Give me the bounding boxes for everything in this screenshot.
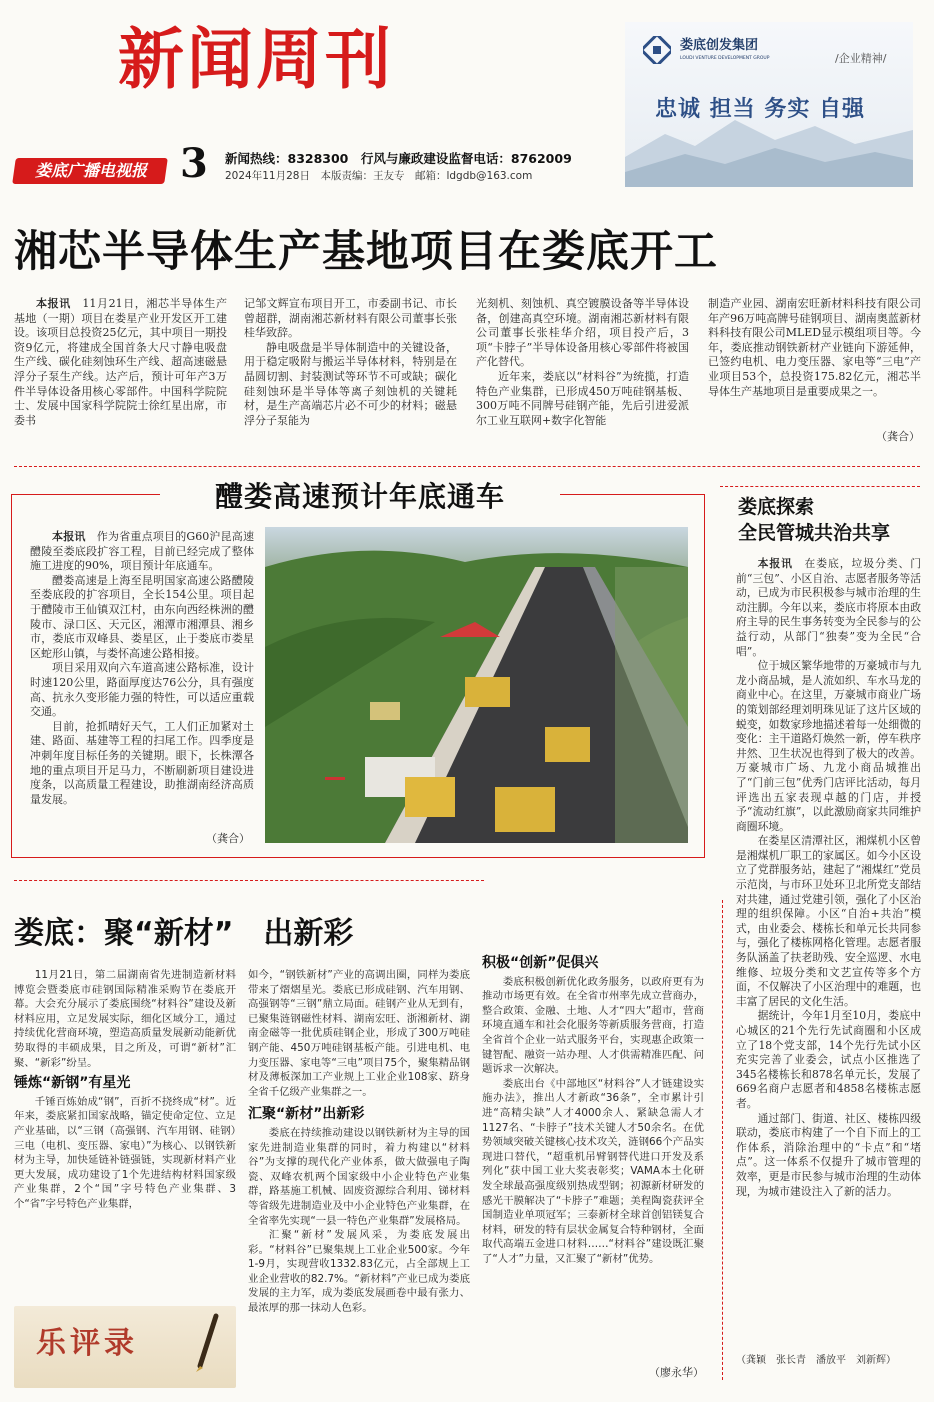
authors: （龚颖 张长青 潘放平 刘新辉） xyxy=(736,1355,896,1366)
expressway-text xyxy=(30,530,254,850)
paragraph: 作为省重点项目的G60沪昆高速醴陵至娄底段扩容工程，目前已经完成了整体施工进度的90%，项目预计年底通车。 xyxy=(30,530,254,573)
section-divider xyxy=(14,880,484,881)
column-badge xyxy=(14,1306,236,1388)
paragraph: 娄底积极创新优化政务服务，以政府更有为推动市场更有效。在全省市州率先成立营商办，整合政策、金融、土地、人才“四大”超市，营商环境直通车和社会化服务等新质服务营商，打造全省首个企业一站式服务平台，实现惠企政策一键智配、融资一站办理、人才供需精准匹配、问题诉求一次解决。 xyxy=(482,975,704,1076)
author: （龚合） xyxy=(876,430,920,443)
column-divider-top xyxy=(720,486,920,487)
city-governance-text xyxy=(736,557,921,1347)
paragraph: 位于城区繁华地带的万豪城市与九龙小商品城，是人流如织、车水马龙的商业中心。在这里，万豪城市商业广场的策划部经理刘明珠见证了这片区域的蜕变，如数家珍地描述着每一处细微的变化：主干道路灯焕然一新，停车秩序井然、卫生状况也得到了极大的改善。万豪城市广场、九龙小商品城推出了“门前三包”优秀门店评比活动，每月评选出五家表现卓越的门店，并授予“流动红旗”，以此激励商家共同维护商圈环境。 xyxy=(736,659,921,833)
author: （龚合） xyxy=(206,832,250,845)
hotline-line: 新闻热线：8328300 行风与廉政建设监督电话：8762009 xyxy=(225,151,572,166)
paragraph: 据统计，今年1月至10月，娄底中心城区的21个先行先试商圈和小区成立了18个党支部，14个先行先试小区充实完善了业委会，试点小区推选了345名楼栋长和878名单元长，发展了669名商户志愿者和4858名楼栋志愿者。 xyxy=(736,1009,921,1110)
paragraph: 娄底在持续推动建设以钢铁新材为主导的国家先进制造业集群的同时，着力构建以“材料谷”为支撑的现代化产业体系，做大做强电子陶瓷、双峰农机两个国家级中小企业特色产业集群，路基施工机械、固废资源综合利用、锑材料等省级先进制造业及中小企业特色产业集群，在全省率先实现“一县一特色产业集群”发展格局。 xyxy=(248,1126,470,1227)
author: （廖永华） xyxy=(649,1366,704,1379)
chip-plant-col1 xyxy=(14,297,227,451)
issue-info: 2024年11月28日 本版责编：王友专 邮箱：ldgdb@163.com xyxy=(225,170,533,182)
paragraph: 汇聚“新材”发展风采，为娄底发展出彩。“材料谷”已聚集规上工业企业500家。今年1-9月，实现营收1332.83亿元，占全部规上工业企业营收的82.7%。“新材料”产业已成为娄底发展的主力军，成为娄底发展画卷中最有张力、最浓厚的那一抹动人色彩。 xyxy=(248,1229,470,1315)
subheading: 锤炼“新钢”有星光 xyxy=(14,1075,131,1092)
paragraph: 如今，“钢铁新材”产业的高调出圈，同样为娄底带来了熠熠星光。娄底已形成硅钢、汽车用钢、高强钢等“三钢”鼎立局面。硅钢产业从无到有，已聚集涟钢磁性材料、湖南宏旺、浙湘新材、湖南金磁等一批优质硅钢企业，形成了300万吨硅钢产能、450万吨硅钢基板产能。引进电机、电力变压器、家电等“三电”项目75个，聚集精品钢材及薄板深加工产业规上工业企业108家、跻身全省千亿级产业集群之一。 xyxy=(248,969,470,1098)
paragraph: 醴娄高速是上海至昆明国家高速公路醴陵至娄底段的扩容项目，全长154公里。项目起于醴陵市王仙镇双江村，由东向西经株洲的醴陵市、渌口区、天元区，湘潭市湘潭县、湘乡市，娄底市双峰县、娄星区，止于娄底市娄星区蛇形山镇，与娄怀高速公路相接。 xyxy=(30,573,254,660)
paragraph: 11月21日，第二届湖南省先进制造新材料博览会暨娄底市硅钢国际精准采购节在娄底开幕。大会充分展示了娄底围绕“材料谷”建设及新材料应用，立足发展实际，细化区域分工，通过持续优化营商环境，塑造高质量发展新动能新优势取得的丰硕成果，目之所及，可谓“新材”汇聚、“新彩”纷呈。 xyxy=(14,969,236,1069)
page-number: 3 xyxy=(180,140,208,187)
chip-plant-col3 xyxy=(476,297,689,451)
paragraph: 近年来，娄底以“材料谷”为统揽，打造特色产业集群，已形成450万吨硅钢基板、300万吨不同牌号硅钢产能，先后引进爱派尔工业互联网+数字化智能 xyxy=(476,369,689,427)
paragraph: 在娄星区清潭社区，湘煤机小区曾是湘煤机厂职工的家属区。如今小区设立了党群服务站，建起了“湘煤红”党员示范岗，与市环卫处环卫北所党支部结对共建，通过党建引领，强化了小区治理的组织保障。小区“自治+共治”模式，由业委会、楼栋长和单元长共同参与，强化了楼栋网格化管理。志愿者服务队涵盖了扶老助残、安全巡逻、水电维修、垃圾分类和文艺宣传等多个方面，不仅解决了小区治理中的难题，也丰富了居民的文化生活。 xyxy=(736,834,921,1008)
subheading: 积极“创新”促俱兴 xyxy=(482,955,599,971)
chip-plant-col2 xyxy=(244,297,457,451)
paragraph: 11月21日，湘芯半导体生产基地（一期）项目在娄星产业开发区开工建设。该项目总投资25亿元，其中项目一期投资9亿元，将建成全国首条大尺寸静电吸盘生产线、碳化硅刻蚀环生产线、超高速磁悬浮分子泵生产线。达产后，预计可年产3万件半导体设备用核心零部件。中国科学院院士、发展中国家科学院院士徐红星出席，市委书 xyxy=(14,297,227,427)
section-divider xyxy=(14,466,920,467)
corporate-ad xyxy=(625,22,913,187)
company-logo-icon xyxy=(643,36,671,64)
headline-expressway: 醴娄高速预计年底通车 xyxy=(214,480,505,513)
headline-new-materials: 娄底：聚“新材” 出新彩 xyxy=(14,916,354,951)
station-name: 娄底广播电视报 xyxy=(34,161,147,180)
company-name-en: LOUDI VENTURE DEVELOPMENT GROUP xyxy=(680,56,770,61)
new-materials-col2 xyxy=(248,968,470,1388)
paragraph: 记邹文辉宣布项目开工，市委副书记、市长曾超群，湖南湘芯新材料有限公司董事长张桂华致辞。 xyxy=(244,297,457,340)
ad-tag: /企业精神/ xyxy=(835,52,887,65)
paragraph: 娄底出台《中部地区“材料谷”人才链建设实施办法》，推出人才新政“36条”，全市累计引进“高精尖缺”人才4000余人、紧缺急需人才1127名、“卡脖子”技术关键人才50余名。在优势领域突破关键核心技术攻关，涟钢66个产品实现进口替代，“超重机吊臂钢替代进口开发及系列化”获中国工业大奖表彰奖；VAMA本土化研发全球最高强度级别热成型钢；初源新材研发的感光干膜解决了“卡脖子”难题；美程陶瓷获评全国制造业单项冠军；三泰新材全球首创铝镁复合材料，研发的特有层状金属复合特种钢材，全面取代高端五金进口材料……“材料谷”建设既汇聚了“人才”力量，又汇聚了“新材”优势。 xyxy=(482,1077,704,1265)
vertical-divider xyxy=(722,900,723,1380)
paragraph: 静电吸盘是半导体制造中的关键设备，用于稳定吸附与搬运半导体材料，特别是在晶圆切割、封装测试等环节不可或缺；碳化硅刻蚀环是半导体等离子刻蚀机的关键耗材，是生产高端芯片必不可少的材料；磁悬浮分子泵能为 xyxy=(244,340,457,427)
ad-slogan: 忠诚 担当 务实 自强 xyxy=(655,97,865,122)
company-name: 娄底创发集团 xyxy=(680,38,759,53)
byline: 本报讯 xyxy=(757,557,793,570)
headline-chip-plant: 湘芯半导体生产基地项目在娄底开工 xyxy=(14,227,718,277)
subheading: 汇聚“新材”出新彩 xyxy=(248,1106,365,1123)
paragraph: 通过部门、街道、社区、楼栋四级联动，娄底市构建了一个自下而上的工作体系，消除治理中的“卡点”和“堵点”。这一体系不仅提升了城市管理的效率，更是市民参与城市治理的生动体现，为城市建设注入了新的活力。 xyxy=(736,1111,921,1198)
new-materials-col3 xyxy=(482,918,704,1388)
paragraph: 光刻机、刻蚀机、真空镀膜设备等半导体设备，创建高真空环境。湖南湘芯新材料有限公司董事长张桂华介绍，项目投产后，3项“卡脖子”半导体设备用核心零部件将被国产化替代。 xyxy=(476,297,689,369)
paragraph: 制造产业园、湖南宏旺新材料科技有限公司年产96万吨高牌号硅钢项目、湖南奥蓝新材料科技有限公司MLED显示模组项目等。今年，娄底推动钢铁新材产业链向下游延伸，已签约电机、电力变压器、家电等“三电”产业项目53个，总投资175.82亿元，湘芯半导体生产基地项目是重要成果之一。 xyxy=(708,297,921,398)
chip-plant-col4 xyxy=(708,297,921,427)
column-badge-title: 乐评录 xyxy=(36,1326,138,1361)
headline-city-governance-2: 全民管城共治共享 xyxy=(738,522,891,544)
road-scene-illustration xyxy=(265,527,688,843)
byline: 本报讯 xyxy=(52,530,86,543)
expressway-construction-photo xyxy=(265,527,688,843)
paragraph: 千锤百炼始成“钢”，百折不挠终成“材”。近年来，娄底紧扣国家战略，锚定使命定位、立足产业基础，以“三钢（高强钢、汽车用钢、硅钢）三电（电机、变压器、家电）”为核心、以钢铁新材为主导，加快延链补链强链，实现新材料产业更大发展，成功建设了1个先进结构材料国家级产业集群，2个“国”字号特色产业集群、3个“省”字号特色产业集群， xyxy=(14,1095,236,1210)
paragraph: 在娄底，垃圾分类、门前“三包”、小区自治、志愿者服务等活动，已成为市民积极参与城市治理的生动注脚。今年以来，娄底市将原本由政府主导的民生事务转变为全民参与的公益行动，从部门“独奏”变为全民“合唱”。 xyxy=(736,557,921,658)
pen-icon xyxy=(192,1312,222,1372)
paragraph: 目前，抢抓晴好天气，工人们正加紧对土建、路面、基建等工程的扫尾工作。四季度是冲刺年度目标任务的关键期。眼下，长株潭各地的重点项目开足马力，不断刷新项目建设进度条，以高质量工程建设，助推湖南经济高质量发展。 xyxy=(30,719,254,806)
paragraph: 项目采用双向六车道高速公路标准，设计时速120公里，路面厚度达76公分，具有强度高、抗永久变形能力强的特性，可以适应重载交通。 xyxy=(30,661,254,719)
masthead-title: 新闻周刊 xyxy=(118,20,394,98)
headline-city-governance-1: 娄底探索 xyxy=(738,496,815,518)
byline: 本报讯 xyxy=(36,297,71,310)
